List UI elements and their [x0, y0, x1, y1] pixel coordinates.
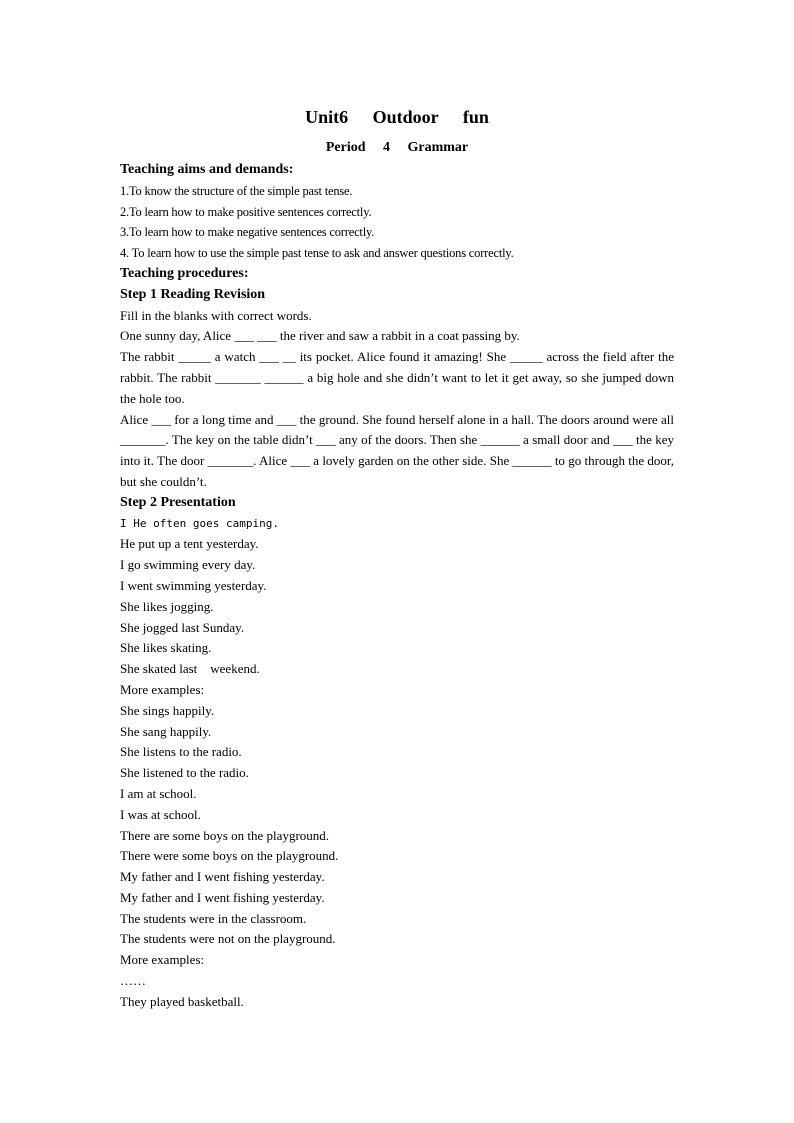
example-sentence: She likes jogging. [120, 598, 214, 614]
aims-heading: Teaching aims and demands: [120, 162, 294, 177]
step2-item: I He often goes camping. [120, 516, 279, 530]
step1-instruction: Fill in the blanks with correct words. [120, 307, 312, 323]
page-title: Unit6 Outdoor fun [305, 107, 489, 127]
example-sentence: She sang happily. [120, 723, 212, 739]
example-sentence: She likes skating. [120, 640, 212, 656]
example-sentence: I went swimming yesterday. [120, 577, 267, 593]
aim-item-3: 3.To learn how to make negative sentences correctly. [120, 225, 375, 240]
example-sentence: My father and I went fishing yesterday. [120, 869, 325, 885]
aim-item-1: 1.To know the structure of the simple past tense. [120, 183, 353, 198]
example-sentence: …… [120, 973, 146, 989]
document-body [120, 160, 674, 1013]
aim-item-4: 4. To learn how to use the simple past tense to ask and answer questions correctly. [120, 246, 514, 261]
step1-heading: Step 1 Reading Revision [120, 286, 266, 302]
example-sentence: She jogged last Sunday. [120, 619, 245, 635]
example-sentence: The students were in the classroom. [120, 910, 307, 926]
step1-paragraph-1: One sunny day, Alice ___ ___ the river and saw a rabbit in a coat passing by. [120, 328, 520, 344]
example-sentence: I go swimming every day. [120, 557, 256, 573]
example-sentence: More examples: [120, 952, 205, 968]
example-sentence: More examples: [120, 681, 205, 697]
step2-sentence-list [120, 534, 674, 1012]
step1-paragraph-3: Alice ___ for a long time and ___ the ground. She found herself alone in a hall. The doors around were all _______. The key on the table didn’t ___ any of the doors. Then she ______ a small door and ___ the key into it. The door _______. Alice ___ a lovely garden on the other side. She ______ to go through the door, but she couldn’t. [120, 411, 674, 489]
step1-paragraph-2: The rabbit _____ a watch ___ __ its pocket. Alice found it amazing! She _____ across the field after the rabbit. The rabbit _______ ______ a big hole and she didn’t want to let it get away, so she jumped down the hole too. [120, 349, 674, 406]
example-sentence: My father and I went fishing yesterday. [120, 889, 325, 905]
example-sentence: There are some boys on the playground. [120, 827, 330, 843]
example-sentence: She sings happily. [120, 702, 215, 718]
period-subtitle: Period 4 Grammar [325, 140, 469, 155]
aim-item-2: 2.To learn how to make positive sentences correctly. [120, 204, 372, 219]
example-sentence: She listened to the radio. [120, 765, 249, 781]
example-sentence: She listens to the radio. [120, 744, 242, 760]
example-sentence: He put up a tent yesterday. [120, 536, 259, 552]
example-sentence: I am at school. [120, 785, 197, 801]
example-sentence: They played basketball. [120, 993, 244, 1009]
example-sentence: She skated last weekend. [120, 661, 260, 677]
step2-heading: Step 2 Presentation [120, 494, 236, 510]
example-sentence: I was at school. [120, 806, 201, 822]
example-sentence: The students were not on the playground. [120, 931, 336, 947]
procedures-heading: Teaching procedures: [120, 265, 249, 281]
example-sentence: There were some boys on the playground. [120, 848, 339, 864]
